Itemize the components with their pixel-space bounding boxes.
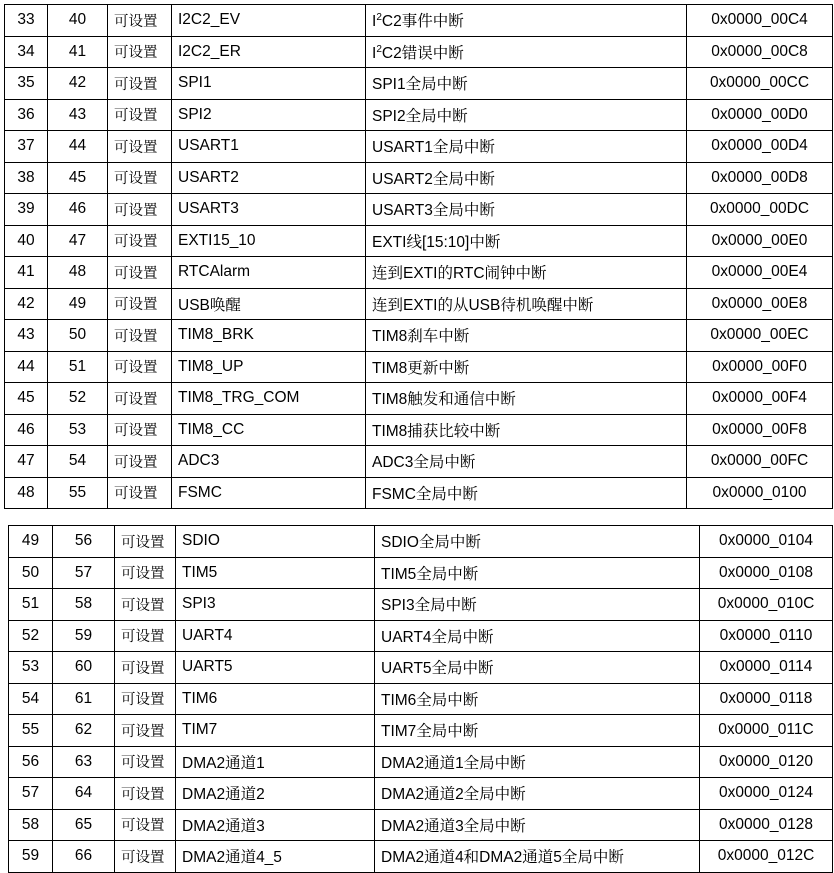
description-text-rest: C2事件中断 xyxy=(381,13,464,31)
description-cell: DMA2通道2全局中断 xyxy=(375,778,700,810)
priority-type-cell: 可设置 xyxy=(115,683,176,715)
name-cell: UART5 xyxy=(176,652,375,684)
address-cell: 0x0000_00E4 xyxy=(687,257,833,289)
address-cell: 0x0000_010C xyxy=(700,589,833,621)
superscript: 2 xyxy=(376,12,382,24)
position-cell: 42 xyxy=(5,288,48,320)
position-cell: 47 xyxy=(5,446,48,478)
description-text: SPI2全局中断 xyxy=(372,107,468,125)
name-cell: USART1 xyxy=(172,131,366,163)
position-cell: 40 xyxy=(5,225,48,257)
address-cell: 0x0000_0104 xyxy=(700,526,833,558)
description-cell: DMA2通道3全局中断 xyxy=(375,809,700,841)
position-cell: 46 xyxy=(5,414,48,446)
description-cell xyxy=(366,162,687,194)
name-cell: DMA2通道4_5 xyxy=(176,841,375,873)
position-cell: 48 xyxy=(5,477,48,509)
table-row xyxy=(9,652,833,684)
priority-cell: 59 xyxy=(53,620,115,652)
address-cell: 0x0000_0120 xyxy=(700,746,833,778)
priority-type-cell: 可设置 xyxy=(108,288,172,320)
priority-type-cell: 可设置 xyxy=(108,351,172,383)
description-text: 连到EXTI的RTC闹钟中断 xyxy=(372,265,547,283)
priority-type-cell: 可设置 xyxy=(115,746,176,778)
table-row xyxy=(5,194,833,226)
table-row xyxy=(5,36,833,68)
position-cell: 57 xyxy=(9,778,53,810)
description-cell xyxy=(366,99,687,131)
address-cell: 0x0000_0108 xyxy=(700,557,833,589)
address-cell: 0x0000_00F4 xyxy=(687,383,833,415)
description-text: TIM8更新中断 xyxy=(372,359,470,377)
address-cell: 0x0000_00E0 xyxy=(687,225,833,257)
table-row xyxy=(5,68,833,100)
address-cell: 0x0000_0114 xyxy=(700,652,833,684)
name-cell: TIM7 xyxy=(176,715,375,747)
interrupt-table-part2 xyxy=(8,525,833,873)
priority-type-cell: 可设置 xyxy=(115,620,176,652)
address-cell: 0x0000_00DC xyxy=(687,194,833,226)
position-cell: 54 xyxy=(9,683,53,715)
description-text: SPI1全局中断 xyxy=(372,76,468,94)
priority-cell: 45 xyxy=(48,162,108,194)
position-cell: 38 xyxy=(5,162,48,194)
name-cell: DMA2通道3 xyxy=(176,809,375,841)
position-cell: 34 xyxy=(5,36,48,68)
priority-type-cell: 可设置 xyxy=(108,99,172,131)
description-text: TIM8刹车中断 xyxy=(372,328,470,346)
name-cell: UART4 xyxy=(176,620,375,652)
address-cell: 0x0000_0118 xyxy=(700,683,833,715)
table-row xyxy=(9,715,833,747)
table-row xyxy=(9,809,833,841)
priority-cell: 46 xyxy=(48,194,108,226)
priority-cell: 64 xyxy=(53,778,115,810)
priority-cell: 60 xyxy=(53,652,115,684)
table-row xyxy=(5,131,833,163)
priority-type-cell: 可设置 xyxy=(108,446,172,478)
description-cell: UART5全局中断 xyxy=(375,652,700,684)
address-cell: 0x0000_011C xyxy=(700,715,833,747)
name-cell: DMA2通道2 xyxy=(176,778,375,810)
table-row xyxy=(9,683,833,715)
priority-cell: 65 xyxy=(53,809,115,841)
priority-type-cell: 可设置 xyxy=(108,194,172,226)
priority-type-cell: 可设置 xyxy=(115,652,176,684)
description-cell xyxy=(366,446,687,478)
table-row xyxy=(5,414,833,446)
description-cell xyxy=(366,194,687,226)
table-row xyxy=(9,841,833,873)
priority-cell: 41 xyxy=(48,36,108,68)
address-cell: 0x0000_00C4 xyxy=(687,5,833,37)
table-row xyxy=(5,477,833,509)
description-cell xyxy=(366,383,687,415)
priority-type-cell: 可设置 xyxy=(108,257,172,289)
priority-type-cell: 可设置 xyxy=(115,841,176,873)
interrupt-table-part1-body xyxy=(5,5,833,509)
table-row xyxy=(5,225,833,257)
description-text: EXTI线[15:10]中断 xyxy=(372,233,501,251)
name-cell: USB唤醒 xyxy=(172,288,366,320)
table-row xyxy=(5,320,833,352)
priority-cell: 62 xyxy=(53,715,115,747)
priority-cell: 63 xyxy=(53,746,115,778)
table-row xyxy=(5,99,833,131)
priority-type-cell: 可设置 xyxy=(108,68,172,100)
address-cell: 0x0000_00D4 xyxy=(687,131,833,163)
name-cell: EXTI15_10 xyxy=(172,225,366,257)
priority-cell: 44 xyxy=(48,131,108,163)
name-cell: TIM6 xyxy=(176,683,375,715)
position-cell: 56 xyxy=(9,746,53,778)
priority-cell: 58 xyxy=(53,589,115,621)
address-cell: 0x0000_012C xyxy=(700,841,833,873)
description-cell: SDIO全局中断 xyxy=(375,526,700,558)
table-row xyxy=(5,446,833,478)
description-cell xyxy=(366,225,687,257)
table-row xyxy=(5,162,833,194)
name-cell: TIM8_UP xyxy=(172,351,366,383)
table-row xyxy=(9,557,833,589)
table-row xyxy=(9,589,833,621)
position-cell: 41 xyxy=(5,257,48,289)
priority-type-cell: 可设置 xyxy=(115,809,176,841)
priority-type-cell: 可设置 xyxy=(108,36,172,68)
priority-cell: 42 xyxy=(48,68,108,100)
table-row xyxy=(5,383,833,415)
table-row xyxy=(9,526,833,558)
address-cell: 0x0000_00C8 xyxy=(687,36,833,68)
table-row xyxy=(5,351,833,383)
description-cell: TIM7全局中断 xyxy=(375,715,700,747)
address-cell: 0x0000_0100 xyxy=(687,477,833,509)
address-cell: 0x0000_00D0 xyxy=(687,99,833,131)
priority-cell: 40 xyxy=(48,5,108,37)
position-cell: 33 xyxy=(5,5,48,37)
table-row xyxy=(5,288,833,320)
name-cell: FSMC xyxy=(172,477,366,509)
description-text-rest: C2错误中断 xyxy=(381,44,464,62)
name-cell: SPI3 xyxy=(176,589,375,621)
priority-type-cell: 可设置 xyxy=(115,715,176,747)
name-cell: TIM8_BRK xyxy=(172,320,366,352)
description-cell xyxy=(366,5,687,37)
position-cell: 44 xyxy=(5,351,48,383)
position-cell: 43 xyxy=(5,320,48,352)
priority-type-cell: 可设置 xyxy=(115,526,176,558)
priority-cell: 48 xyxy=(48,257,108,289)
description-text: USART2全局中断 xyxy=(372,170,495,188)
priority-cell: 50 xyxy=(48,320,108,352)
priority-cell: 61 xyxy=(53,683,115,715)
position-cell: 55 xyxy=(9,715,53,747)
description-cell xyxy=(366,36,687,68)
priority-cell: 54 xyxy=(48,446,108,478)
priority-type-cell: 可设置 xyxy=(108,225,172,257)
table-row xyxy=(9,746,833,778)
description-cell: TIM6全局中断 xyxy=(375,683,700,715)
name-cell: ADC3 xyxy=(172,446,366,478)
address-cell: 0x0000_00EC xyxy=(687,320,833,352)
priority-cell: 56 xyxy=(53,526,115,558)
address-cell: 0x0000_00E8 xyxy=(687,288,833,320)
priority-cell: 47 xyxy=(48,225,108,257)
description-cell: DMA2通道4和DMA2通道5全局中断 xyxy=(375,841,700,873)
position-cell: 37 xyxy=(5,131,48,163)
name-cell: I2C2_ER xyxy=(172,36,366,68)
description-cell xyxy=(366,288,687,320)
address-cell: 0x0000_00CC xyxy=(687,68,833,100)
description-cell xyxy=(366,351,687,383)
description-text: TIM8触发和通信中断 xyxy=(372,391,516,409)
name-cell: SPI2 xyxy=(172,99,366,131)
priority-type-cell: 可设置 xyxy=(108,162,172,194)
description-text: USART1全局中断 xyxy=(372,139,495,157)
address-cell: 0x0000_0124 xyxy=(700,778,833,810)
position-cell: 36 xyxy=(5,99,48,131)
description-cell xyxy=(366,414,687,446)
priority-cell: 52 xyxy=(48,383,108,415)
priority-type-cell: 可设置 xyxy=(115,557,176,589)
description-text: I xyxy=(372,13,377,31)
description-text: USART3全局中断 xyxy=(372,202,495,220)
name-cell: TIM5 xyxy=(176,557,375,589)
description-text: TIM8捕获比较中断 xyxy=(372,422,501,440)
name-cell: I2C2_EV xyxy=(172,5,366,37)
description-cell xyxy=(366,131,687,163)
table-row xyxy=(5,257,833,289)
address-cell: 0x0000_00F8 xyxy=(687,414,833,446)
name-cell: DMA2通道1 xyxy=(176,746,375,778)
priority-type-cell: 可设置 xyxy=(108,320,172,352)
priority-type-cell: 可设置 xyxy=(108,5,172,37)
address-cell: 0x0000_0128 xyxy=(700,809,833,841)
description-cell: TIM5全局中断 xyxy=(375,557,700,589)
position-cell: 35 xyxy=(5,68,48,100)
priority-cell: 66 xyxy=(53,841,115,873)
priority-cell: 49 xyxy=(48,288,108,320)
position-cell: 49 xyxy=(9,526,53,558)
name-cell: USART3 xyxy=(172,194,366,226)
description-cell xyxy=(366,320,687,352)
position-cell: 45 xyxy=(5,383,48,415)
address-cell: 0x0000_00F0 xyxy=(687,351,833,383)
position-cell: 39 xyxy=(5,194,48,226)
name-cell: SDIO xyxy=(176,526,375,558)
priority-type-cell: 可设置 xyxy=(108,131,172,163)
superscript: 2 xyxy=(376,43,382,55)
name-cell: USART2 xyxy=(172,162,366,194)
priority-cell: 43 xyxy=(48,99,108,131)
position-cell: 51 xyxy=(9,589,53,621)
priority-cell: 57 xyxy=(53,557,115,589)
priority-cell: 51 xyxy=(48,351,108,383)
address-cell: 0x0000_00FC xyxy=(687,446,833,478)
position-cell: 58 xyxy=(9,809,53,841)
description-cell xyxy=(366,68,687,100)
address-cell: 0x0000_0110 xyxy=(700,620,833,652)
description-text: I xyxy=(372,44,377,62)
priority-cell: 55 xyxy=(48,477,108,509)
position-cell: 53 xyxy=(9,652,53,684)
description-text: ADC3全局中断 xyxy=(372,454,476,472)
table-row xyxy=(9,620,833,652)
position-cell: 50 xyxy=(9,557,53,589)
address-cell: 0x0000_00D8 xyxy=(687,162,833,194)
priority-type-cell: 可设置 xyxy=(108,477,172,509)
position-cell: 59 xyxy=(9,841,53,873)
name-cell: RTCAlarm xyxy=(172,257,366,289)
description-cell: DMA2通道1全局中断 xyxy=(375,746,700,778)
priority-type-cell: 可设置 xyxy=(115,589,176,621)
priority-type-cell: 可设置 xyxy=(108,414,172,446)
interrupt-table-part2-body xyxy=(9,526,833,873)
priority-type-cell: 可设置 xyxy=(108,383,172,415)
name-cell: SPI1 xyxy=(172,68,366,100)
description-text: 连到EXTI的从USB待机唤醒中断 xyxy=(372,296,594,314)
priority-type-cell: 可设置 xyxy=(115,778,176,810)
table-row xyxy=(5,5,833,37)
priority-cell: 53 xyxy=(48,414,108,446)
description-text: FSMC全局中断 xyxy=(372,485,478,503)
position-cell: 52 xyxy=(9,620,53,652)
description-cell: UART4全局中断 xyxy=(375,620,700,652)
name-cell: TIM8_TRG_COM xyxy=(172,383,366,415)
description-cell: SPI3全局中断 xyxy=(375,589,700,621)
description-cell xyxy=(366,257,687,289)
description-cell xyxy=(366,477,687,509)
table-row xyxy=(9,778,833,810)
name-cell: TIM8_CC xyxy=(172,414,366,446)
interrupt-table-part1 xyxy=(4,4,833,509)
